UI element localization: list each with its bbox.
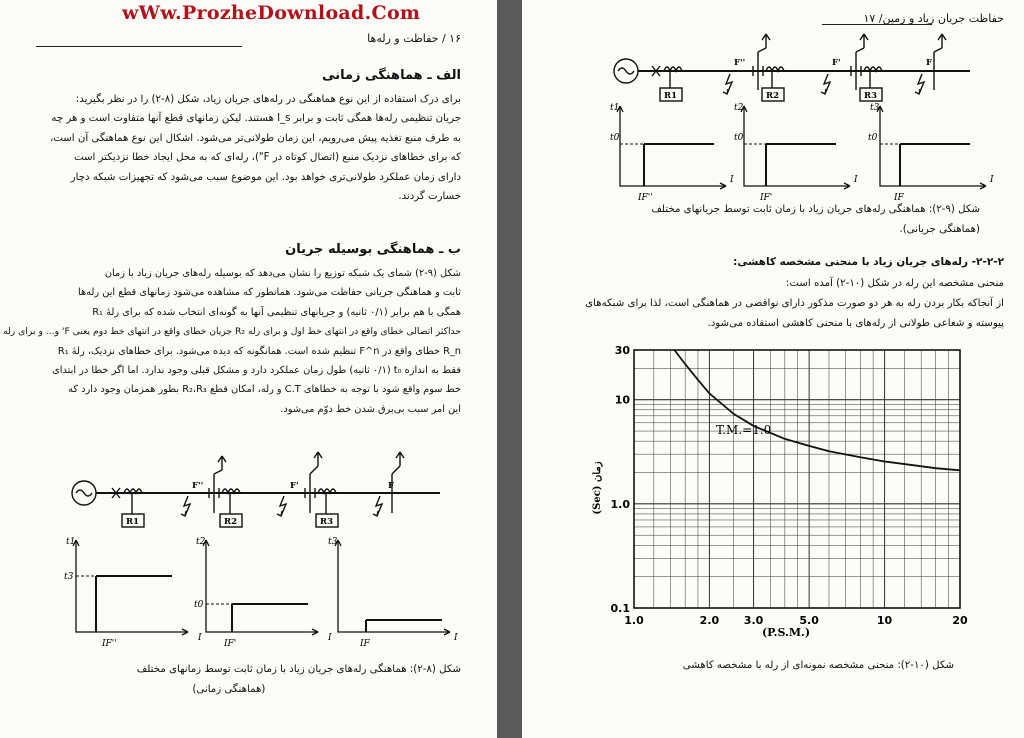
section-heading: ب ـ هماهنگی بوسیله جریان bbox=[285, 242, 461, 257]
series-line-tm1 bbox=[674, 350, 960, 470]
page-header: ۱۶ / حفاظت و رله‌ها bbox=[367, 32, 461, 45]
plot-frame bbox=[634, 350, 960, 608]
page-header: حفاظت جریان زیاد و زمین/ ۱۷ bbox=[863, 12, 1004, 25]
current-label: IF bbox=[894, 193, 904, 202]
level-label: t0 bbox=[610, 133, 620, 143]
section-a-text bbox=[31, 90, 461, 206]
figure-caption bbox=[651, 200, 980, 240]
text-line: دارای زمان عملکرد طولانی‌تری خواهد بود. این موضوع سبب می‌شود که تجهیزات شبکه دچار bbox=[70, 171, 461, 183]
text-line: به طرف منبع تغذیه پیش می‌رویم، این زمان طولانی‌تر می‌شود. اشکال این نوع هماهنگی آن است، bbox=[49, 132, 461, 144]
header-rule bbox=[822, 24, 932, 25]
fault-label: F bbox=[926, 58, 933, 68]
section-text bbox=[534, 274, 1004, 334]
characteristic-chart bbox=[586, 338, 976, 638]
fault-label: F'' bbox=[734, 58, 746, 68]
text-line: منحنی مشخصه این رله در شکل (۱۰-۲) آمده است: bbox=[785, 278, 1004, 289]
axis-label: t1 bbox=[610, 103, 620, 113]
text-line: این امر سبب بی‌برق شدن خط دوّم می‌شود. bbox=[280, 403, 461, 415]
section-b-text bbox=[3, 264, 461, 419]
series-label: T.M.=1.0 bbox=[716, 423, 772, 437]
figure-caption bbox=[137, 660, 461, 700]
left-page bbox=[0, 0, 497, 738]
y-tick-label: 10 bbox=[614, 393, 630, 407]
caption-line: (هماهنگی جریانی). bbox=[899, 224, 980, 235]
level-label: t0 bbox=[868, 133, 878, 143]
section-heading: الف ـ هماهنگی زمانی bbox=[322, 68, 461, 83]
axis-label: I bbox=[454, 633, 458, 643]
level-label: t0 bbox=[734, 133, 744, 143]
x-tick-label: 20 bbox=[952, 614, 968, 627]
text-line: R_n خطای واقع در F^n تنظیم شده است. همانگونه که دیده می‌شود. برای خطاهای نزدیک، رلهٔ R₁ bbox=[57, 345, 461, 357]
axis-label: I bbox=[854, 175, 858, 185]
current-label: IF' bbox=[760, 193, 773, 202]
level-label: t0 bbox=[194, 600, 204, 610]
x-axis-label: (P.S.M.) bbox=[761, 626, 811, 638]
text-line: برای درک استفاده از این نوع هماهنگی در رله‌های جریان زیاد، شکل (۸-۲) را در نظر بگیرید: bbox=[75, 94, 461, 105]
fault-label: F' bbox=[290, 481, 299, 491]
section-heading: ۲-۲-۲- رله‌های جریان زیاد با منحنی مشخصه کاهشی: bbox=[733, 256, 1004, 268]
fault-label: F'' bbox=[192, 481, 204, 491]
text-line: خسارت گردند. bbox=[398, 191, 461, 203]
y-axis-label: (Sec) زمان bbox=[592, 461, 603, 515]
level-label: t3 bbox=[64, 572, 74, 582]
x-tick-label: 10 bbox=[876, 614, 893, 627]
text-line: ثابت و هماهنگی جریانی حفاظت می‌شود. همانطور که مشاهده می‌شود زمانهای قطع این رله‌ها bbox=[78, 287, 461, 299]
axis-label: t3 bbox=[870, 103, 880, 113]
current-label: IF'' bbox=[638, 193, 653, 202]
text-line: خط سوم واقع شود با توجه به خطاهای C.T و رله، امکان قطع R₂،R₃ بطور همزمان وجود دارد که bbox=[68, 384, 461, 396]
current-label: IF' bbox=[224, 639, 237, 649]
figure-caption: شکل (۱۰-۲): منحنی مشخصه نمونه‌ای از رله با مشخصه کاهشی bbox=[682, 660, 954, 671]
axis-label: I bbox=[730, 175, 734, 185]
y-tick-label: 0.1 bbox=[610, 602, 630, 615]
text-line: حداکثر اتصالی خطای واقع در انتهای خط اول و برای رله R₂ جریان خطای واقع در انتهای خط دوم یعنی F' و... و برای رله bbox=[3, 326, 461, 338]
text-line: از آنجاکه بکار بردن رله به هر دو صورت مذکور دارای نواقصی در هماهنگی است، لذا برای شبکه‌های bbox=[585, 298, 1004, 309]
text-line: فقط به اندازه t₀ (۰/۱ ثانیه) طول زمان عملکرد دارد و مشکل قبلی وجود ندارد. اما اگر خطا در ابتدای bbox=[52, 365, 461, 377]
axis-label: I bbox=[990, 175, 994, 185]
time-coordination-diagram bbox=[62, 448, 462, 658]
relay-label: R2 bbox=[766, 91, 779, 101]
relay-label: R2 bbox=[224, 517, 237, 527]
fault-arrow bbox=[373, 496, 382, 516]
current-coordination-diagram bbox=[610, 30, 1010, 202]
axis-label: I bbox=[328, 633, 332, 643]
header-rule bbox=[36, 46, 242, 47]
plot-axis bbox=[76, 540, 188, 632]
axis-label: t2 bbox=[196, 537, 206, 547]
caption-line: شکل (۹-۲): هماهنگی رله‌های جریان زیاد با زمان ثابت توسط جریانهای مختلف bbox=[651, 204, 980, 215]
text-line: پیوسته و شعاعی طولانی از رله‌های با منحنی کاهشی استفاده می‌شود. bbox=[707, 318, 1004, 329]
page-gutter bbox=[497, 0, 522, 738]
relay-label: R3 bbox=[864, 91, 877, 101]
watermark: wWw.ProzheDownload.Com bbox=[122, 2, 421, 24]
axis-label: t1 bbox=[66, 537, 76, 547]
axis-label: t2 bbox=[734, 103, 744, 113]
text-line: جریان تنظیمی رله‌ها همگی ثابت و برابر I_s هستند. لیکن زمانهای قطع آنها متفاوت است و هر چه bbox=[51, 113, 461, 125]
text-line: که برای خطاهای نزدیک منبع (اتصال کوتاه در F")، رله‌ای که به محل ایجاد خطا نزدیکتر است bbox=[73, 152, 461, 164]
chart-grid bbox=[634, 350, 960, 608]
caption-line: شکل (۸-۲): هماهنگی رله‌های جریان زیاد با زمان ثابت توسط زمانهای مختلف bbox=[136, 664, 461, 675]
axis-label: I bbox=[198, 633, 202, 643]
text-line: شکل (۹-۲) شمای یک شبکه توزیع را نشان می‌دهد که بوسیله رله‌های جریان زیاد با زمان bbox=[104, 268, 461, 279]
right-page bbox=[522, 0, 1024, 738]
fault-label: F' bbox=[832, 58, 841, 68]
caption-line: (هماهنگی زمانی) bbox=[192, 684, 266, 695]
fault-arrow bbox=[277, 496, 286, 516]
y-tick-label: 30 bbox=[614, 344, 630, 357]
y-tick-label: 1.0 bbox=[610, 497, 630, 511]
x-tick-label: 2.0 bbox=[699, 614, 720, 627]
x-tick-label: 5.0 bbox=[799, 614, 819, 627]
axis-label: t3 bbox=[328, 537, 338, 547]
relay-label: R1 bbox=[126, 517, 139, 527]
relay-label: R1 bbox=[664, 91, 677, 101]
fault-label: F bbox=[388, 481, 395, 491]
relay-label: R3 bbox=[320, 517, 333, 527]
current-label: IF bbox=[360, 639, 370, 649]
current-label: IF'' bbox=[102, 639, 117, 649]
text-line: همگی با هم برابر (۰/۱ ثانیه) و جریانهای تنظیمی آنها به گونه‌ای انتخاب شده که برای رلهٔ R₁ bbox=[92, 306, 461, 318]
x-tick-label: 1.0 bbox=[624, 614, 644, 627]
fault-arrow bbox=[181, 496, 190, 516]
x-tick-label: 3.0 bbox=[743, 614, 764, 627]
